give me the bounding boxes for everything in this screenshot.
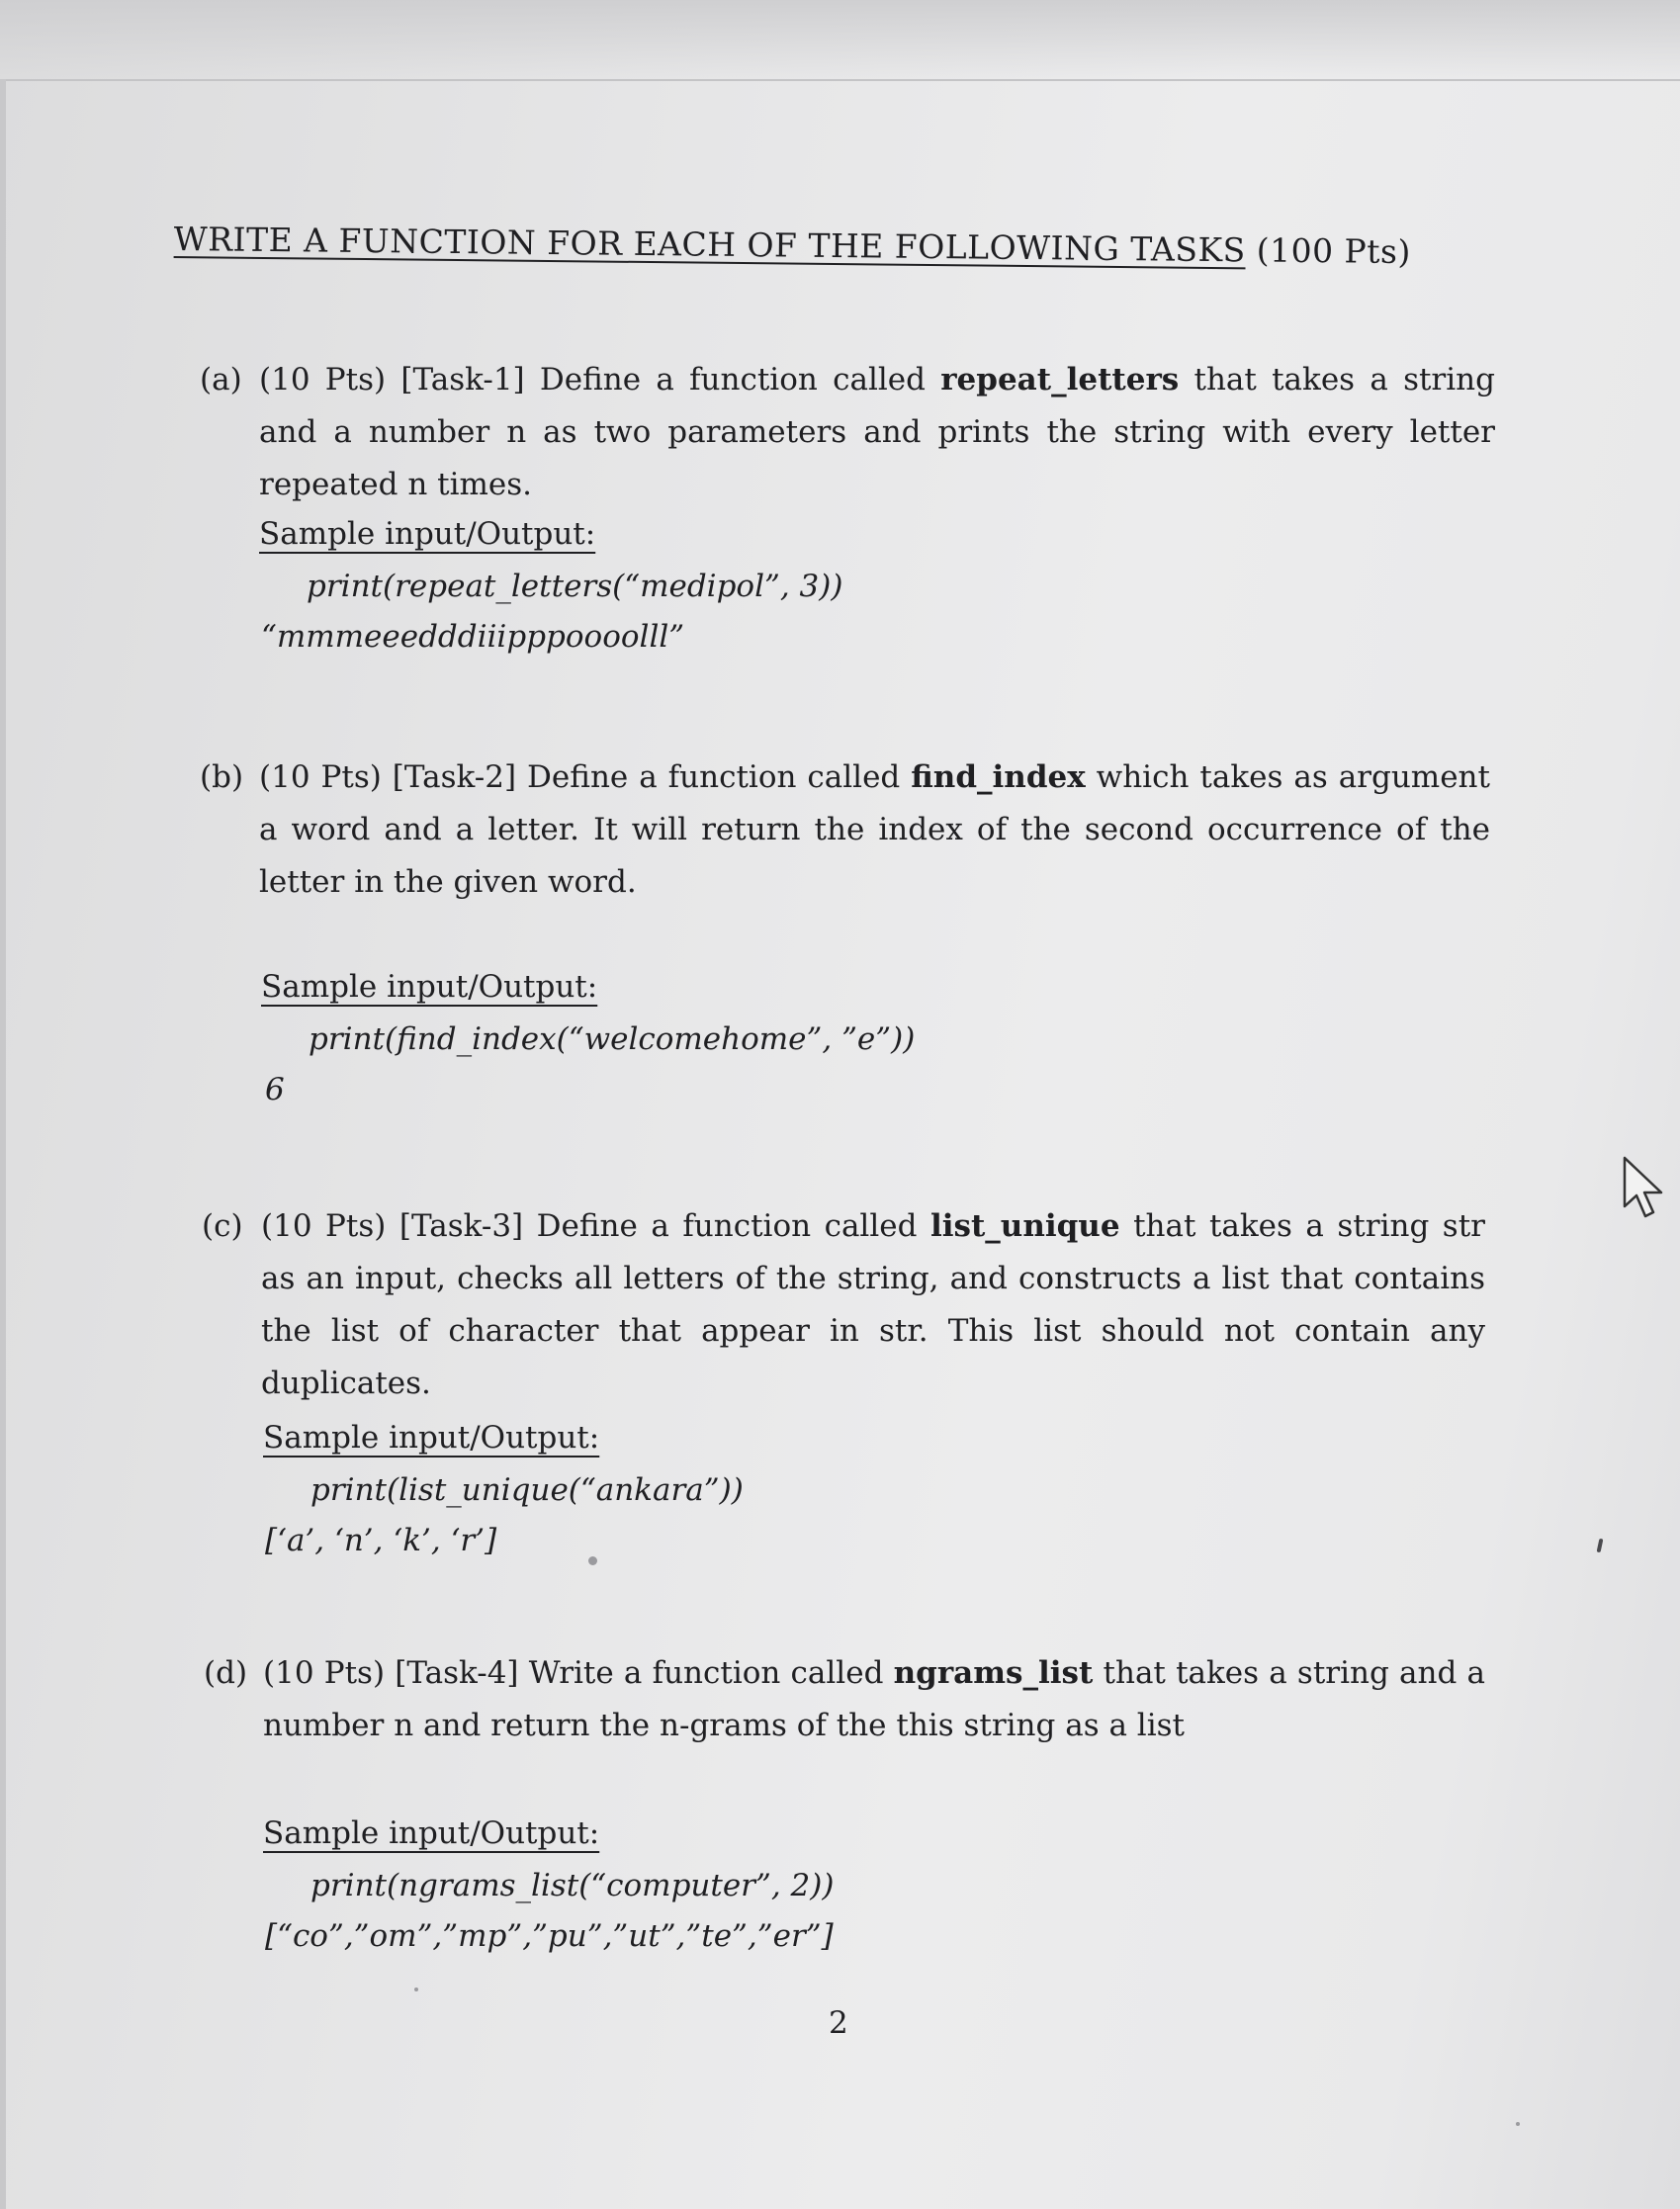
task-description: (10 Pts) [Task-3] Define a function called list_unique that takes a string str as an input, checks all letters of the string, and constructs a list that contains the list of character that appear in str. This list should not contain any duplicates. — [261, 1208, 1485, 1401]
task-label: (c) — [202, 1208, 243, 1244]
function-name: find_index — [911, 759, 1086, 795]
sample-call: print(find_index(“welcomehome”, ”e”)) — [309, 1021, 916, 1057]
dust-speck — [1597, 1539, 1604, 1553]
function-name: repeat_letters — [940, 362, 1180, 398]
sample-output: [‘a’, ‘n’, ‘k’, ‘r’] — [265, 1523, 497, 1558]
sample-call: print(repeat_letters(“medipol”, 3)) — [307, 569, 843, 604]
task-label: (d) — [204, 1655, 248, 1691]
sample-output: “mmmeeedddiiipppoooolll” — [261, 619, 685, 655]
sample-call: print(list_unique(“ankara”)) — [310, 1472, 744, 1508]
task-description: (10 Pts) [Task-2] Define a function called find_index which takes as argument a word and a letter. It will return the index of the second occurrence of the letter in the given word. — [259, 759, 1490, 900]
dust-speck — [588, 1556, 597, 1565]
function-name: ngrams_list — [893, 1655, 1094, 1691]
dust-speck — [414, 1988, 418, 1991]
sample-output: 6 — [265, 1072, 285, 1107]
task-description: (10 Pts) [Task-1] Define a function called repeat_letters that takes a string and a number n as two parameters and prints the string with every letter repeated n times. — [259, 362, 1495, 502]
heading-title: WRITE A FUNCTION FOR EACH OF THE FOLLOWING TASKS — [173, 220, 1246, 270]
top-shadow — [0, 0, 1680, 79]
heading-points: (100 Pts) — [1256, 230, 1412, 272]
page-number: 2 — [829, 2005, 848, 2041]
task-description: (10 Pts) [Task-4] Write a function called ngrams_list that takes a string and a number n and return the n-grams of the this string as a list — [263, 1655, 1485, 1743]
task-label: (a) — [200, 362, 242, 398]
sample-title: Sample input/Output: — [263, 1815, 600, 1851]
sample-output: [“co”,”om”,”mp”,”pu”,”ut”,”te”,”er”] — [265, 1918, 834, 1954]
function-name: list_unique — [929, 1208, 1120, 1244]
task-label: (b) — [200, 759, 244, 795]
sample-call: print(ngrams_list(“computer”, 2)) — [310, 1868, 835, 1903]
sample-title: Sample input/Output: — [261, 969, 598, 1005]
sample-title: Sample input/Output: — [263, 1420, 600, 1456]
sample-title: Sample input/Output: — [259, 516, 596, 552]
dust-speck — [1516, 2122, 1520, 2126]
page-left-edge — [0, 79, 6, 2209]
page-heading — [174, 220, 1411, 271]
mouse-pointer-icon — [1622, 1155, 1671, 1224]
page-top-edge — [0, 79, 1680, 81]
